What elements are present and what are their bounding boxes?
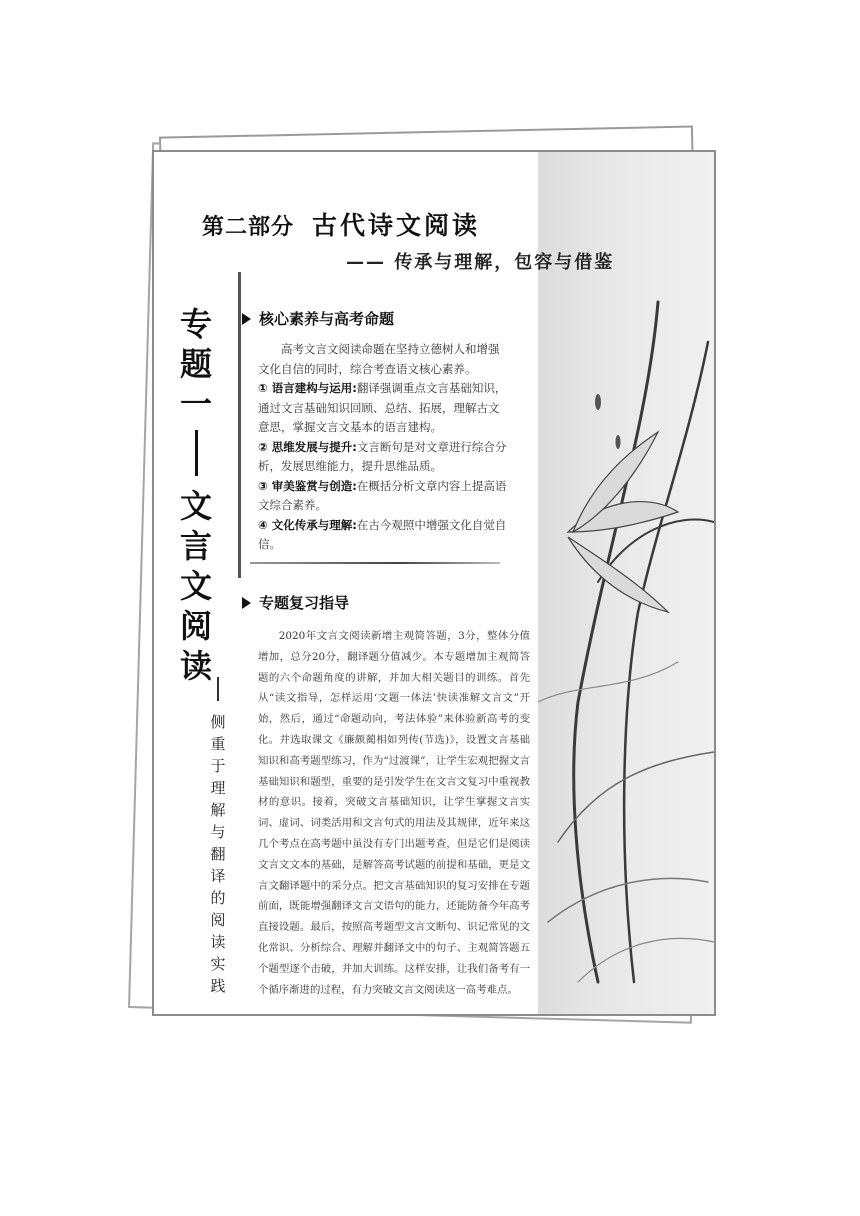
topic-name-char: 言 [179,527,212,565]
section-heading-text: 专题复习指导 [259,594,350,612]
triangle-bullet-icon [242,597,251,609]
part-name: 古代诗文阅读 [312,211,481,240]
core-item [258,516,508,555]
subtitle-char: 实 [210,955,226,973]
section-heading-text: 核心素养与高考命题 [259,310,395,328]
core-item [258,438,508,477]
review-guide-text: 2020年文言文阅读新增主观简答题，3分，整体分值增加，总分20分，翻译题分值减少。本专题增加主观简答题的六个命题角度的讲解，并加大相关题目的训练。首先从“读文指导，怎样运用‘文题一体法’快读准解文言文”开始，然后，通过“命题动向，考法体验”来体验新高考的变化。并选取课文《廉颇蔺相如列传(节选)》，设置文言基础知识和高考题型练习，作为“过渡课”，让学生宏观把握文言基础知识和题型，重要的是引发学生在文言文复习中重视教材的意识。接着，突破文言基础知识，让学生掌握文言实词、虚词、词类活用和文言句式的用法及其规律，近年来这几个考点在高考题中虽没有专门出题考查，但是它们是阅读文言文文本的基础，是解答高考试题的前提和基础，更是文言文翻译题中的采分点。把文言基础知识的复习安排在专题前面，既能增强翻译文言文语句的能力，还能防备今年高考直接设题。最后，按照高考题型文言文断句、识记常见的文化常识、分析综合、理解并翻译文中的句子、主观简答题五个题型逐个击破，并加大训练。这样安排，让我们备考有一个循序渐进的过程，有力突破文言文阅读这一高考难点。 [258,630,530,996]
core-item-label: ② 思维发展与提升: [258,439,357,454]
topic-name-char: 阅 [179,607,212,645]
core-literacy-text [258,340,508,555]
topic-char: 专 [179,305,212,343]
vertical-dash [195,430,198,476]
topic-name-char: 读 [179,647,212,685]
orchid-ink-painting [538,282,714,1002]
subtitle-char: 翻 [210,845,226,863]
subtitle-char: 读 [210,933,226,951]
topic-name-char: 文 [179,567,212,605]
core-item [258,379,508,438]
vertical-divider [238,272,241,578]
core-item-text: 翻译强调重点文言基础知识，通过文言基础知识回顾、总结、拓展，理解古文意思，掌握文言文基本的语言建构。 [258,381,507,434]
topic-vertical-subtitle [206,677,230,997]
subtitle-char: 与 [210,823,226,841]
subtitle-char: 解 [210,801,226,819]
core-item [258,477,508,516]
core-item-text: 在古今观照中增强文化自觉自信。 [258,517,507,551]
part-title [202,206,480,242]
subtitle-char: 于 [210,757,226,775]
section-heading-review [242,592,349,613]
section-divider [250,562,500,564]
triangle-bullet-icon [242,313,251,325]
topic-vertical-title [174,304,218,686]
subtitle-char: 侧 [210,713,226,731]
core-item-text: 文言断句是对文章进行综合分析，发展思维能力，提升思维品质。 [258,439,507,473]
section-heading-core [242,308,394,329]
part-number: 第二部分 [202,215,295,240]
subtitle-char: 阅 [210,911,226,929]
part-subtitle: —— 传承与理解，包容与借鉴 [346,252,615,273]
topic-name-char: 文 [179,487,212,525]
subtitle-char: 的 [210,889,226,907]
topic-char: 题 [179,345,212,383]
subtitle-char: 重 [210,735,226,753]
core-item-label: ③ 审美鉴赏与创造: [258,478,357,493]
subtitle-char: 译 [210,867,226,885]
subtitle-char: 理 [210,779,226,797]
core-item-label: ④ 文化传承与理解: [258,517,357,532]
core-item-text: 在概括分析文章内容上提高语文综合素养。 [258,478,507,512]
vertical-dash [217,677,219,701]
chapter-cover-page [152,150,716,1016]
core-intro: 高考文言文阅读命题在坚持立德树人和增强文化自信的同时，综合考查语文核心素养。 [258,342,500,376]
core-item-label: ① 语言建构与运用: [258,381,357,395]
topic-char: 一 [179,385,212,423]
subtitle-char: 践 [210,977,226,995]
